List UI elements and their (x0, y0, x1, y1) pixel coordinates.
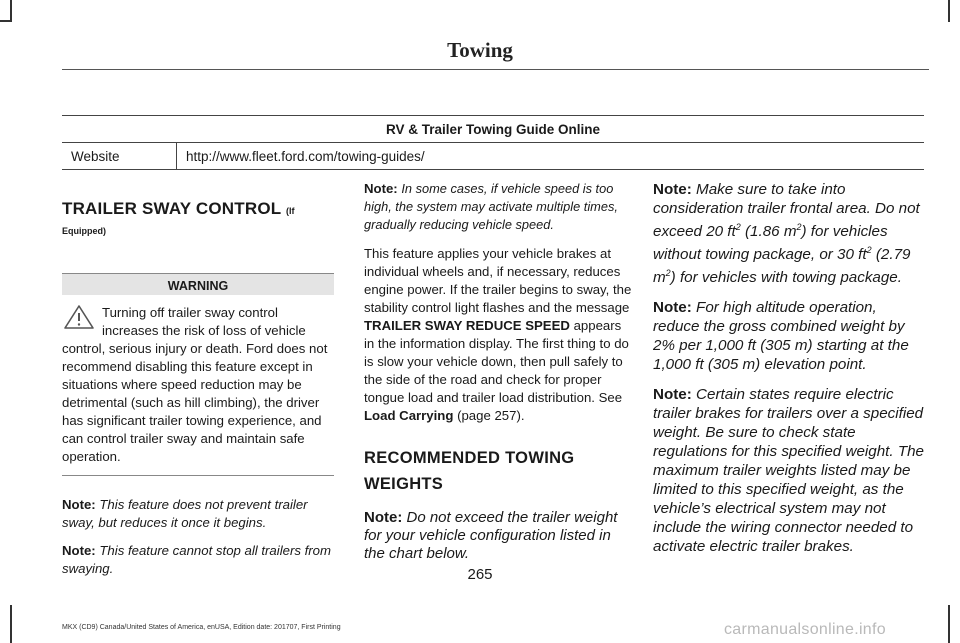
section-heading-text: TRAILER SWAY CONTROL (62, 199, 282, 218)
note-text-part: Make sure to take into consideration trailer frontal area. Do not exceed 20 ft (653, 181, 920, 241)
note-label: Note: (62, 543, 96, 558)
note-paragraph (364, 180, 632, 234)
note-label: Note: (364, 509, 403, 526)
crop-mark (948, 605, 950, 643)
page-reference: (page 257). (457, 408, 525, 423)
table-header-row (62, 116, 924, 143)
header-divider (62, 69, 929, 70)
superscript: 2 (665, 268, 671, 279)
note-paragraph (653, 385, 927, 556)
note-text-part: (2.79 m (653, 246, 911, 287)
warning-title: WARNING (62, 273, 334, 295)
note-text: This feature cannot stop all trailers from swaying. (62, 543, 331, 576)
heading-line: WEIGHTS (364, 475, 444, 493)
if-equipped-label: (If Equipped) (62, 206, 295, 236)
note-text: In some cases, if vehicle speed is too high, the system may activate multiple times, gradually reducing vehicle speed. (364, 181, 618, 232)
website-link[interactable]: http://www.fleet.ford.com/towing-guides/ (177, 143, 925, 170)
table-title: RV & Trailer Towing Guide Online (62, 116, 924, 143)
note-text (653, 181, 920, 286)
note-text: For high altitude operation, reduce the gross combined weight by 2% per 1,000 ft (305 m) starting at the 1,000 ft (305 m) elevation point. (653, 299, 909, 374)
load-carrying-link[interactable]: Load Carrying (364, 408, 454, 423)
page-number: 265 (467, 566, 493, 583)
watermark: carmanualsonline.info (724, 621, 886, 638)
section-heading-trailer-sway (62, 200, 334, 240)
warning-body (62, 304, 334, 466)
display-message: TRAILER SWAY REDUCE SPEED (364, 318, 570, 333)
note-text-part: ) for vehicles without towing package, or 30 ft (653, 223, 888, 264)
table-row (62, 143, 924, 170)
superscript: 2 (866, 245, 872, 256)
section-heading-towing-weights (364, 445, 632, 497)
note-label: Note: (653, 181, 692, 198)
heading-line: RECOMMENDED TOWING (364, 449, 575, 467)
table-cell-label: Website (62, 143, 177, 170)
column-right (653, 180, 927, 556)
note-label: Note: (653, 299, 692, 317)
body-text: appears in the information display. The first thing to do is slow your vehicle down, then pull safely to the side of the road and check for proper tongue load and trailer load distribution. See (364, 318, 629, 405)
page-title: Towing (447, 38, 513, 62)
crop-mark (10, 0, 12, 22)
note-text: This feature does not prevent trailer sway, but reduces it once it begins. (62, 497, 308, 530)
note-label: Note: (62, 497, 96, 512)
warning-text: Turning off trailer sway control increases the risk of loss of vehicle control, serious injury or death. Ford does not recommend disabling this feature except in situations where speed reduction may be detrimental (such as hill climbing), the driver has significant trailer towing experience, and can control trailer sway and maintain safe operation. (62, 305, 328, 464)
note-text-part: ) for vehicles with towing package. (670, 269, 902, 287)
note-paragraph (364, 509, 632, 563)
note-text: Certain states require electric trailer brakes for trailers over a specified weight. Be sure to check state regulations for this specified weight. The maximum trailer weights listed may be limited to this specified weight, as the vehicle’s electrical system may not include the wiring connector needed to activate electric trailer brakes. (653, 386, 924, 556)
footer-edition-info: MKX (CD9) Canada/United States of America, enUSA, Edition date: 201707, First Printing (62, 624, 341, 631)
note-label: Note: (653, 386, 692, 404)
note-paragraph (653, 180, 927, 287)
note-paragraph (653, 298, 927, 374)
note-text: Do not exceed the trailer weight for your vehicle configuration listed in the chart below. (364, 509, 618, 562)
crop-mark (0, 20, 12, 22)
superscript: 2 (735, 222, 741, 232)
superscript: 2 (796, 222, 802, 232)
body-paragraph (364, 245, 632, 425)
note-text-part: (1.86 m (740, 223, 797, 241)
warning-triangle-icon (62, 304, 98, 332)
body-text: This feature applies your vehicle brakes at individual wheels and, if necessary, reduces engine power. If the trailer begins to sway, the stability control light flashes and the message (364, 246, 632, 315)
note-paragraph (62, 496, 334, 532)
crop-mark (10, 605, 12, 643)
note-label: Note: (364, 181, 398, 196)
column-middle (364, 180, 632, 563)
crop-mark (948, 0, 950, 22)
column-left (62, 200, 334, 578)
warning-divider (62, 475, 334, 476)
towing-guide-table (62, 115, 924, 170)
